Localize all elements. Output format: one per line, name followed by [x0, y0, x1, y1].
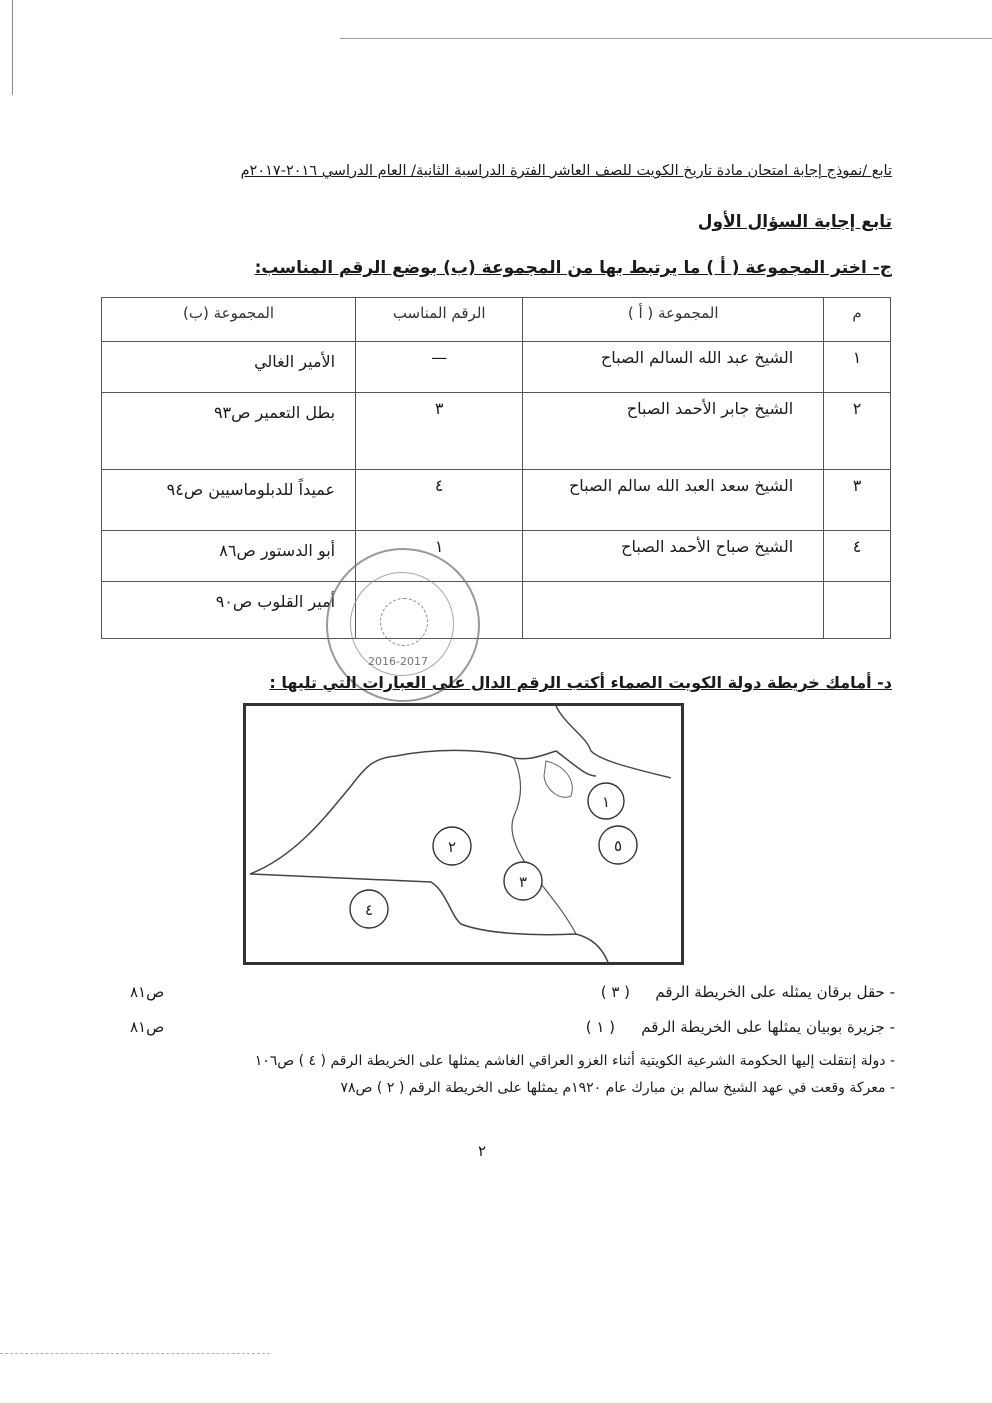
answer-text: - جزيرة بوبيان يمثلها على الخريطة الرقم [641, 1018, 895, 1036]
map-border-south [250, 874, 608, 962]
question-d-prompt: د- أمامك خريطة دولة الكويت الصماء أكتب الرقم الدال على العبارات التي تليها : [269, 673, 892, 692]
answer-text: - دولة إنتقلت إليها الحكومة الشرعية الكويتية أثناء الغزو العراقي الغاشم يمثلها على الخريطة الرقم ( ٤ ) ص١٠٦ [254, 1053, 895, 1069]
question-c-prompt: ج- اختر المجموعة ( أ ) ما يرتبط بها من المجموعة (ب) بوضع الرقم المناسب: [254, 258, 892, 278]
row-index: ٣ [824, 470, 891, 531]
emblem-icon [380, 598, 428, 646]
map-marker-label: ١ [601, 793, 611, 811]
row-index: ٤ [824, 531, 891, 582]
map-marker-label: ٤ [364, 901, 374, 919]
section-title: تابع إجابة السؤال الأول [697, 212, 892, 232]
row-group-a: الشيخ صباح الأحمد الصباح [523, 531, 824, 582]
map-marker-label: ٥ [613, 837, 623, 855]
map-island [544, 761, 572, 797]
map-river [556, 706, 671, 778]
row-group-a: الشيخ عبد الله السالم الصباح [523, 341, 824, 392]
scan-edge-line [12, 0, 13, 95]
row-number: — [356, 341, 523, 392]
row-number: ١ [356, 531, 523, 582]
row-index: ٢ [824, 392, 891, 469]
column-header-index: م [824, 298, 891, 342]
page-number: ٢ [478, 1142, 487, 1160]
answer-page-ref: ص٨١ [130, 1018, 165, 1036]
table-header-row [102, 298, 891, 342]
answer-choice: ( ٣ ) [600, 983, 630, 1001]
table-row [102, 341, 891, 392]
row-group-a: الشيخ سعد العبد الله سالم الصباح [523, 470, 824, 531]
map-marker-label: ٢ [447, 838, 457, 856]
answer-text: - معركة وقعت في عهد الشيخ سالم بن مبارك عام ١٩٢٠م يمثلها على الخريطة الرقم ( ٢ ) ص٧٨ [340, 1080, 895, 1096]
row-group-b: أبو الدستور ص٨٦ [102, 531, 356, 582]
scan-edge-line [0, 1353, 270, 1354]
row-group-b: أمير القلوب ص٩٠ [102, 581, 356, 638]
map-marker-label: ٣ [518, 873, 528, 891]
answer-text: - حقل برقان يمثله على الخريطة الرقم [655, 983, 895, 1001]
row-group-b: الأمير الغالي [102, 341, 356, 392]
scan-edge-line [340, 38, 992, 39]
table-row [102, 581, 891, 638]
kuwait-map [243, 703, 684, 965]
table-row [102, 531, 891, 582]
map-coastline [512, 758, 576, 934]
stamp-years: 2016-2017 [368, 655, 428, 668]
row-group-a: الشيخ جابر الأحمد الصباح [523, 392, 824, 469]
row-index: ١ [824, 341, 891, 392]
column-header-group-b: المجموعة (ب) [102, 298, 356, 342]
table-row [102, 392, 891, 469]
column-header-group-a: المجموعة ( أ ) [523, 298, 824, 342]
answer-choice: ( ١ ) [585, 1018, 615, 1036]
answer-page-ref: ص٨١ [130, 983, 165, 1001]
table-row [102, 470, 891, 531]
row-group-b: عميداً للدبلوماسيين ص٩٤ [102, 470, 356, 531]
page-header: تابع /نموذج إجابة امتحان مادة تاريخ الكويت للصف العاشر الفترة الدراسية الثانية/ العام الدراسي ٢٠١٦-٢٠١٧م [240, 163, 892, 179]
row-number: ٣ [356, 392, 523, 469]
row-group-b: بطل التعمير ص٩٣ [102, 392, 356, 469]
row-number: ٤ [356, 470, 523, 531]
row-index [824, 581, 891, 638]
matching-table [101, 297, 891, 639]
map-border-north [250, 750, 596, 874]
column-header-number: الرقم المناسب [356, 298, 523, 342]
map-drawing [246, 706, 681, 962]
row-group-a [523, 581, 824, 638]
